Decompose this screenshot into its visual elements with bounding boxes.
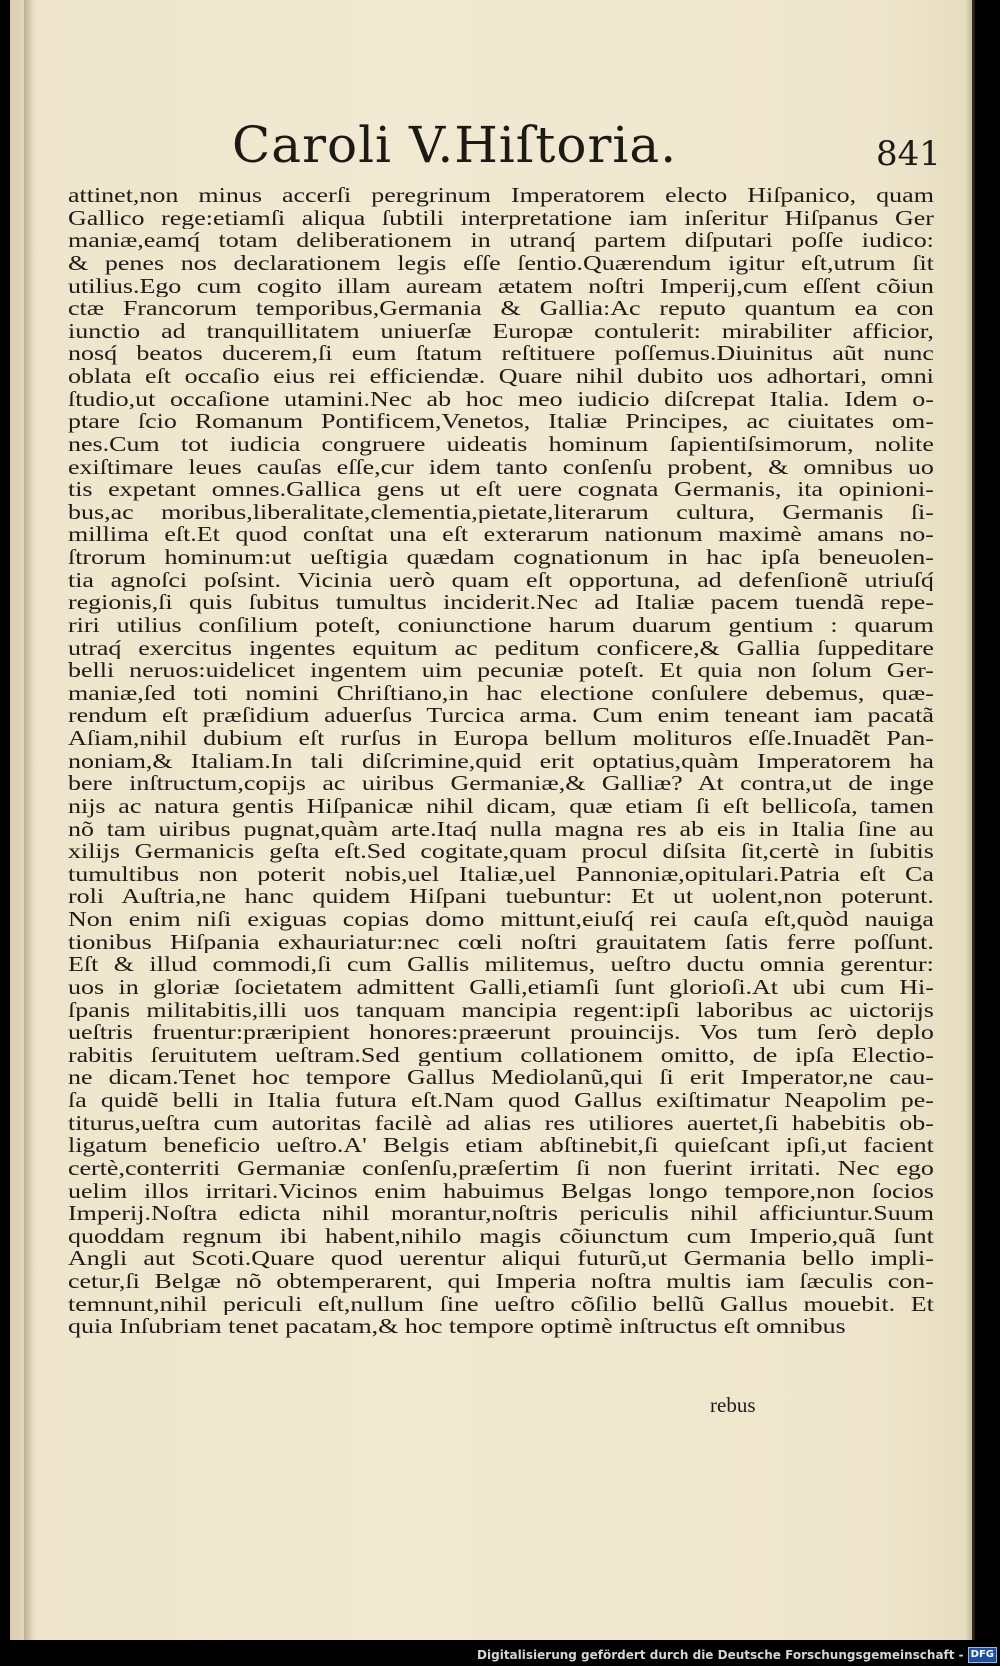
- text-line: riri utilius conſilium poteſt, coniunctione harum duarum gentium : quarum: [68, 613, 934, 637]
- text-line: nõ tam uiribus pugnat,quàm arte.Itaq́ nulla magna res ab eis in Italia ſine au: [68, 817, 934, 841]
- funding-credit: Digitalisierung gefördert durch die Deutsche Forschungsgemeinschaft -: [477, 1648, 964, 1662]
- text-line: belli neruos:uidelicet ingentem uim pecuniæ poteſt. Et quia non ſolum Ger-: [68, 659, 934, 682]
- text-line: tionibus Hiſpania exhauriatur:nec cœli noſtri grauitatem ſatis ferre poſſunt.: [68, 930, 934, 954]
- text-line: nijs ac natura gentis Hiſpanicæ nihil dicam, quæ etiam ſi eſt bellicoſa, tamen: [68, 794, 934, 818]
- text-line: maniæ,eamq́ totam deliberationem in utranq́ partem diſputari poſſe iudico:: [68, 229, 934, 252]
- text-line: exiſtimare leues cauſas eſſe,cur idem tanto conſenſu probent, & omnibus uo: [68, 455, 934, 479]
- text-line: ſtudio,ut occaſione utamini.Nec ab hoc meo iudicio diſcrepat Italia. Idem o-: [68, 387, 934, 411]
- text-line: ptare ſcio Romanum Pontificem,Venetos, Italiæ Principes, ac ciuitates om-: [68, 410, 934, 433]
- book-page: [10, 0, 975, 1640]
- text-line: uelim illos irritari.Vicinos enim habuimus Belgas longo tempore,non ſocios: [68, 1179, 934, 1203]
- text-line: tis expetant omnes.Gallica gens ut eſt uere cognata Germanis, ita opinioni-: [68, 478, 934, 501]
- text-line: iunctio ad tranquillitatem uniuerſæ Europæ contulerit: mirabiliter afficior,: [68, 319, 934, 343]
- text-line: Eſt & illud commodi,ſi cum Gallis militemus, ueſtro ductu omnia gerentur:: [68, 953, 934, 976]
- text-line: quoddam regnum ibi habent,nihilo magis cõiunctum cum Imperio,quã ſunt: [68, 1224, 934, 1248]
- text-line: titurus,ueſtra cum autoritas facilè ad alias res utiliores auertet,ſi habebitis ob-: [68, 1111, 934, 1135]
- page-gutter-shadow: [24, 0, 34, 1640]
- text-line: Aſiam,nihil dubium eſt rurſus in Europa bellum molituros eſſe.Inuadẽt Pan-: [68, 727, 934, 750]
- folio-number: 841: [876, 134, 941, 174]
- text-line: & penes nos declarationem legis eſſe ſentio.Quærendum igitur eſt,utrum ſit: [68, 251, 934, 275]
- text-line: utilius.Ego cum cogito illam auream ætatem noſtri Imperij,cum eſſent cõiun: [68, 274, 934, 298]
- body-text-block: [68, 184, 934, 1338]
- text-line: nes.Cum tot iudicia congruere uideatis hominum ſapientiſsimorum, nolite: [68, 432, 934, 456]
- text-line: Non enim niſi exiguas copias domo mittunt,eiuſq́ rei cauſa eſt,quòd nauiga: [68, 908, 934, 931]
- text-line: cetur,ſi Belgæ nõ obtemperarent, qui Imperia noſtra multis iam ſæculis con-: [68, 1270, 934, 1293]
- text-line: rabitis ſeruitutem ueſtram.Sed gentium collationem omitto, de ipſa Electio-: [68, 1043, 934, 1067]
- text-line: quia Inſubriam tenet pacatam,& hoc tempore optimè inſtructus eſt omnibus: [68, 1315, 846, 1338]
- text-line: Angli aut Scoti.Quare quod uerentur aliqui futurũ,ut Germania bello impli-: [68, 1247, 934, 1270]
- text-line: temnunt,nihil periculi eſt,nullum ſine ueſtro cõſilio bellũ Gallus mouebit. Et: [68, 1292, 934, 1316]
- text-line: ſtrorum hominum:ut ueſtigia quædam cognationum in hac ipſa beneuolen-: [68, 546, 934, 569]
- text-line: certè,conterriti Germaniæ conſenſu,præſertim ſi non fuerint irritati. Nec ego: [68, 1156, 934, 1180]
- text-line: bus,ac moribus,liberalitate,clementia,pietate,literarum cultura, Germanis ſi-: [68, 500, 934, 524]
- text-line: ctæ Francorum temporibus,Germania & Gallia:Ac reputo quantum ea con: [68, 297, 934, 320]
- text-line: regionis,ſi quis ſubitus tumultus inciderit.Nec ad Italiæ pacem tuendã repe-: [68, 591, 934, 614]
- digitization-footer: [477, 1647, 997, 1663]
- running-head-title: Caroli V.Hiſtoria.: [232, 116, 678, 174]
- text-line: ueſtris fruentur:præripient honores:præerunt prouincijs. Vos tum ſerò deplo: [68, 1021, 934, 1044]
- text-line: roli Auſtria,ne hanc quidem Hiſpani tuebuntur: Et ut uolent,non poterunt.: [68, 885, 934, 908]
- text-line: bere inſtructum,copijs ac uiribus Germaniæ,& Galliæ? At contra,ut de inge: [68, 772, 934, 795]
- text-line: utraq́ exercitus ingentes equitum ac peditum conficere,& Gallia ſuppeditare: [68, 636, 934, 660]
- text-line: oblata eſt occaſio eius rei efficiendæ. Quare nihil dubito uos adhortari, omni: [68, 365, 934, 388]
- text-line: Gallico rege:etiamſi aliqua ſubtili interpretatione iam inſeritur Hiſpanus Ger: [68, 206, 934, 230]
- page-edge-shadow: [965, 0, 973, 1640]
- text-line: millima eſt.Et quod conſtat una eſt exterarum nationum maximè amans no-: [68, 523, 934, 546]
- text-line: xilijs Germanicis geſta eſt.Sed cogitate,quam procul diſsita ſit,certè in ſubitis: [68, 840, 934, 863]
- text-line: ligatum beneficio ueſtro.A' Belgis etiam abſtinebit,ſi quieſcant ipſi,ut facient: [68, 1134, 934, 1157]
- text-line: ſpanis militabitis,illi uos tanquam mancipia regent:ipſi laboribus ac uictorijs: [68, 998, 934, 1022]
- catchword: rebus: [710, 1393, 756, 1417]
- dfg-logo-icon: DFG: [968, 1647, 997, 1663]
- text-line: ſa quidẽ belli in Italia futura eſt.Nam quod Gallus exiſtimatur Neapolim pe-: [68, 1089, 934, 1112]
- text-line: nosq́ beatos ducerem,ſi eum ſtatum reſtituere poſſemus.Diuinitus aũt nunc: [68, 342, 934, 365]
- text-line: attinet,non minus accerſi peregrinum Imperatorem electo Hiſpanico, quam: [68, 184, 934, 207]
- text-line: ne dicam.Tenet hoc tempore Gallus Mediolanũ,qui ſi erit Imperator,ne cau-: [68, 1066, 934, 1089]
- text-line: tumultibus non poterit nobis,uel Italiæ,uel Pannoniæ,opitulari.Patria eſt Ca: [68, 862, 934, 886]
- text-line: tia agnoſci poſsint. Vicinia uerò quam eſt opportuna, ad defenſionẽ utriuſq́: [68, 568, 934, 592]
- text-line: noniam,& Italiam.In tali diſcrimine,quid erit optatius,quàm Imperatorem ha: [68, 749, 934, 773]
- text-line: Imperij.Noſtra edicta nihil morantur,noſtris periculis nihil afficiuntur.Suum: [68, 1202, 934, 1225]
- text-line: rendum eſt præſidium aduerſus Turcica arma. Cum enim teneant iam pacatã: [68, 704, 934, 727]
- text-line: maniæ,ſed toti nomini Chriſtiano,in hac electione conſulere debemus, quæ-: [68, 681, 934, 705]
- text-line: uos in gloriæ ſocietatem admittent Galli,etiamſi ſunt glorioſi.At ubi cum Hi-: [68, 975, 934, 999]
